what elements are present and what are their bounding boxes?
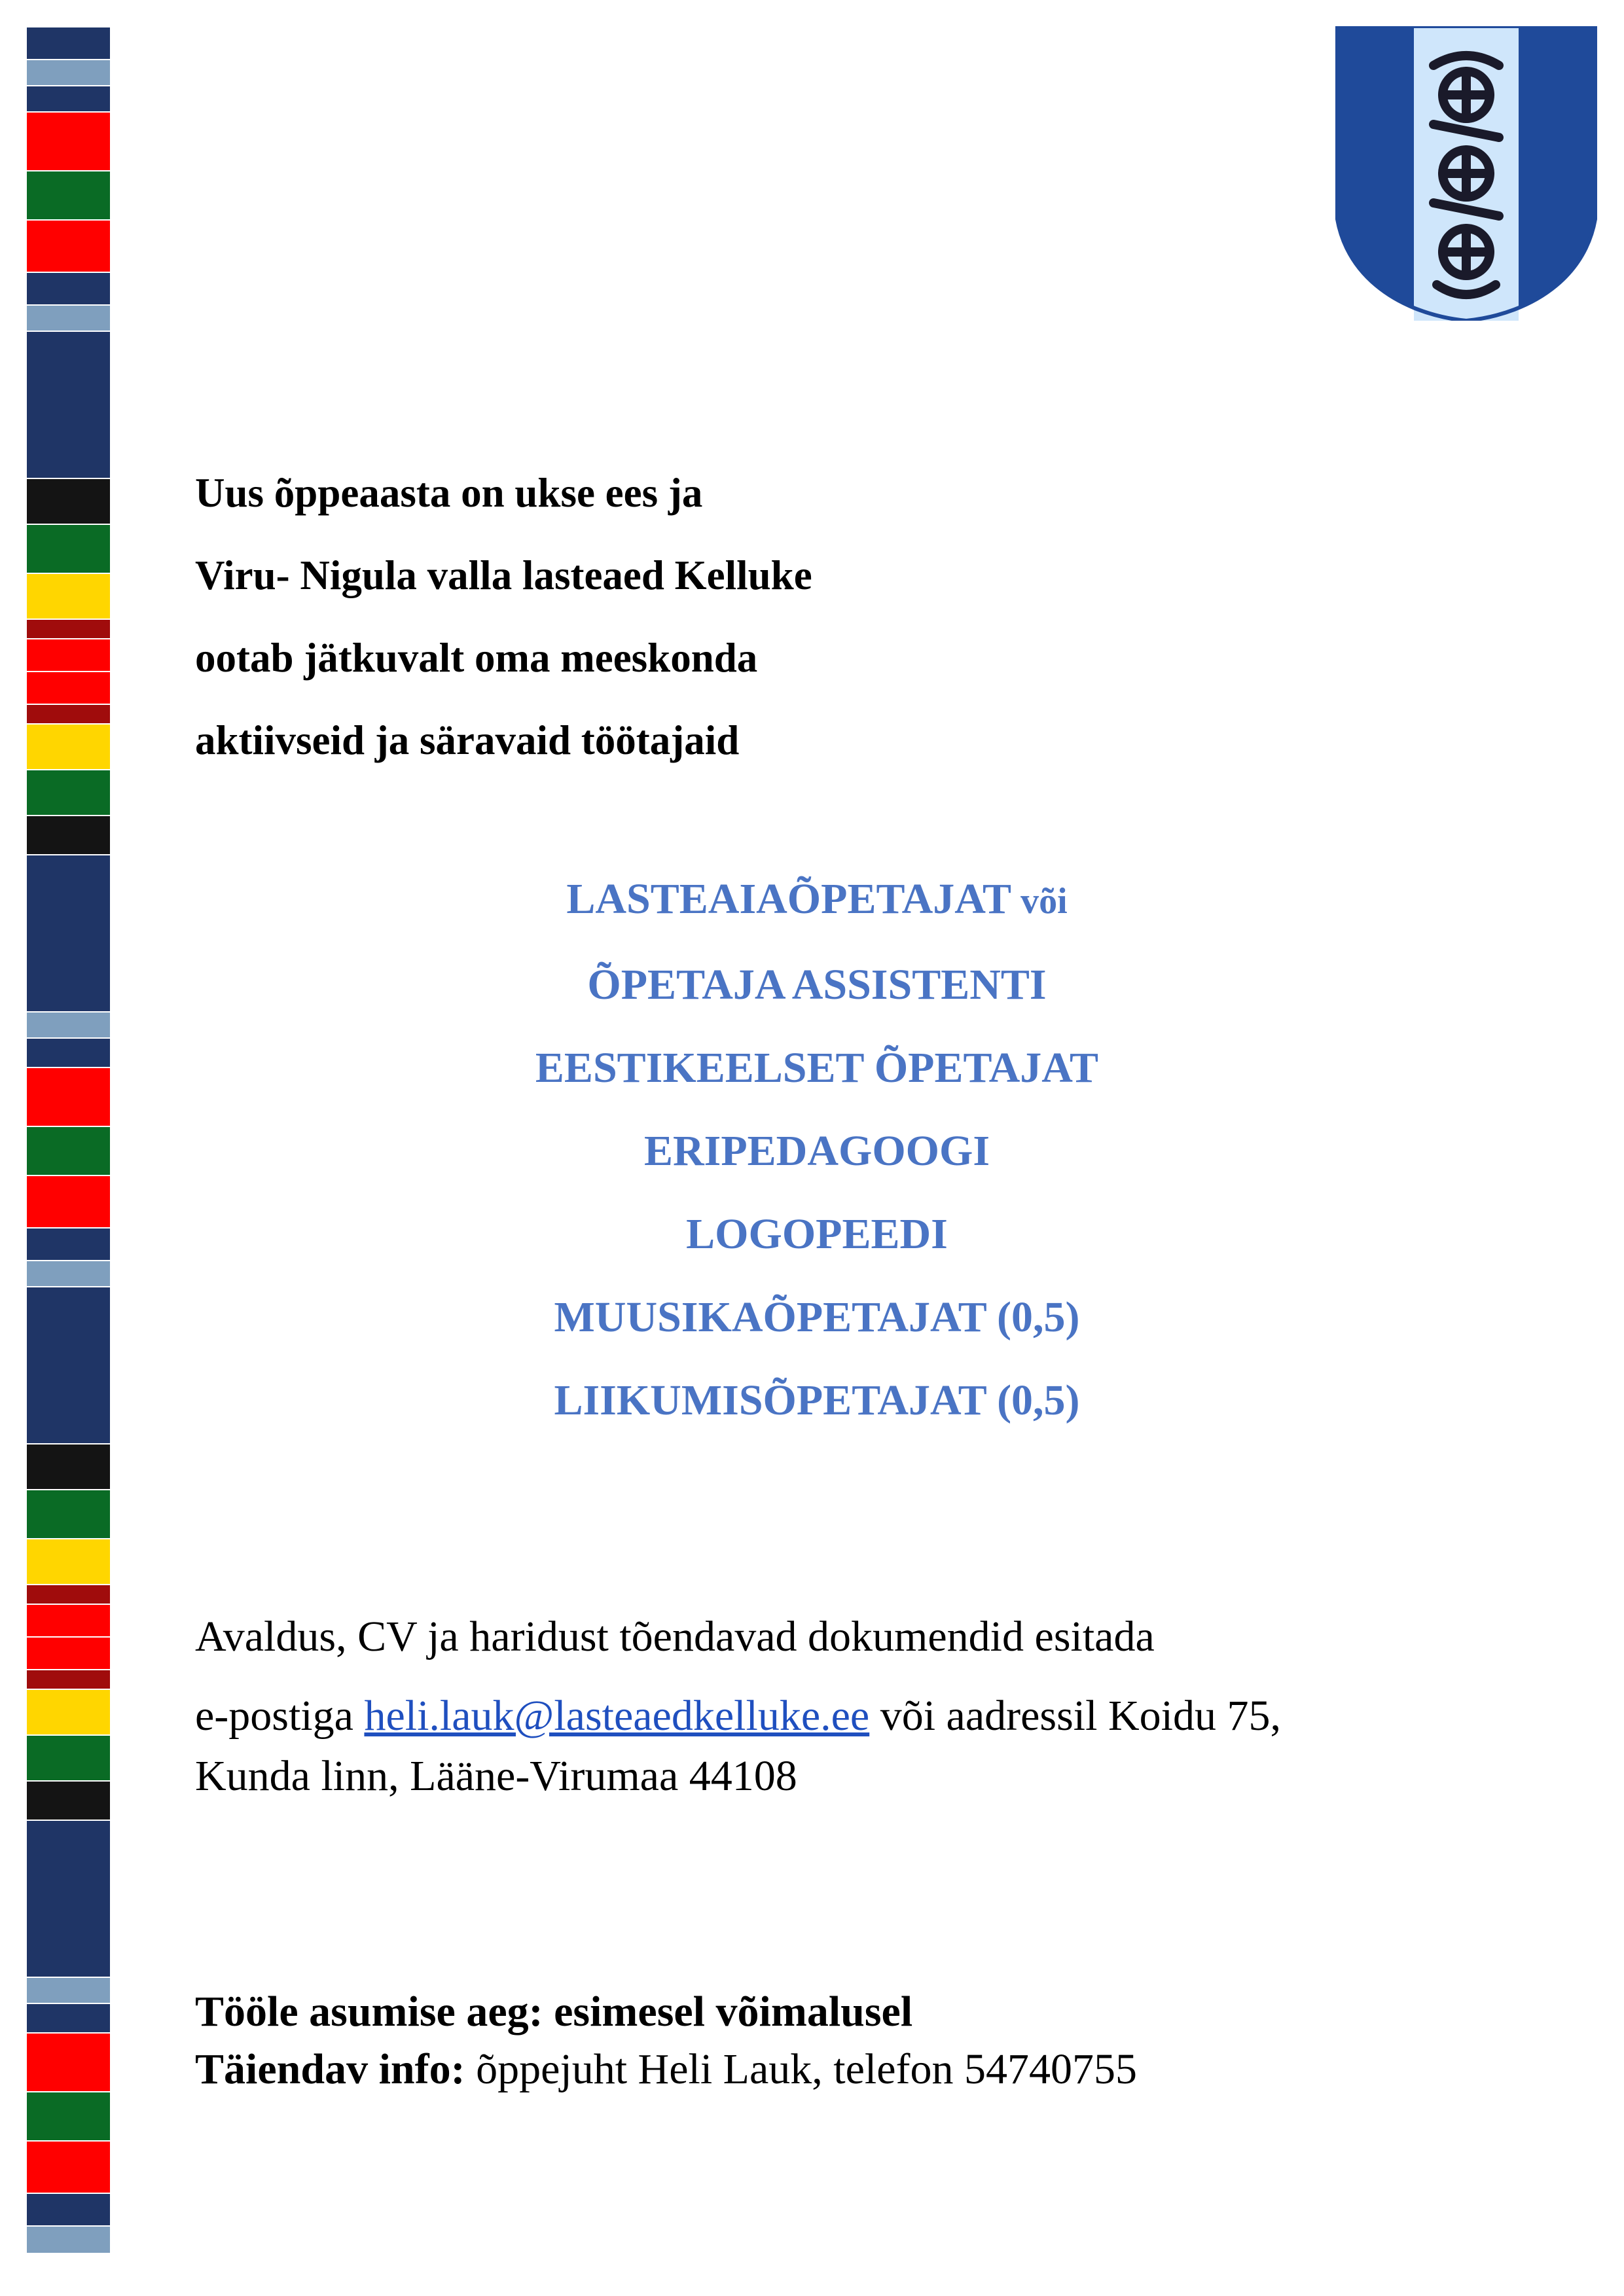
stripe-band — [27, 638, 110, 671]
position-3: EESTIKEELSET ÕPETAJAT — [535, 1044, 1099, 1092]
stripe-band — [27, 1126, 110, 1175]
stripe-band — [27, 1011, 110, 1037]
stripe-band — [27, 1489, 110, 1538]
stripe-band — [27, 1286, 110, 1443]
application-line-1: Avaldus, CV ja haridust tõendavad dokumendid esitada — [195, 1613, 1155, 1660]
stripe-band — [27, 723, 110, 769]
position-4: ERIPEDAGOOGI — [643, 1127, 990, 1175]
additional-info — [195, 2041, 1504, 2098]
email-prefix: e-postiga — [195, 1692, 365, 1740]
stripe-band — [27, 1734, 110, 1780]
stripe-band — [27, 1584, 110, 1604]
stripe-band — [27, 111, 110, 170]
stripe-band — [27, 85, 110, 111]
position-2: ÕPETAJA ASSISTENTI — [587, 961, 1047, 1009]
stripe-band — [27, 304, 110, 331]
application-line-2 — [195, 1686, 1504, 1746]
stripe-band — [27, 671, 110, 704]
stripe-band — [27, 59, 110, 85]
address-suffix: või aadressil Koidu 75, — [869, 1692, 1281, 1740]
stripe-band — [27, 573, 110, 619]
footer-info — [195, 1983, 1504, 2098]
stripe-band — [27, 1443, 110, 1489]
intro-text — [195, 452, 1439, 781]
stripe-band — [27, 1977, 110, 2003]
stripe-band — [27, 704, 110, 723]
stripe-band — [27, 1538, 110, 1584]
application-line-3: Kunda linn, Lääne-Virumaa 44108 — [195, 1752, 797, 1800]
stripe-band — [27, 1689, 110, 1734]
stripe-band — [27, 219, 110, 272]
coat-of-arms-logo — [1335, 26, 1597, 321]
stripe-band — [27, 1636, 110, 1669]
start-time-text: Tööle asumise aeg: esimesel võimalusel — [195, 1988, 913, 2036]
stripe-band — [27, 26, 110, 59]
decorative-stripe — [27, 26, 110, 2283]
intro-line-3: ootab jätkuvalt oma meeskonda — [195, 635, 758, 681]
intro-line-4: aktiivseid ja säravaid töötajaid — [195, 717, 740, 763]
position-1-title: LASTEAIAÕPETAJAT — [566, 875, 1012, 923]
stripe-band — [27, 331, 110, 478]
position-1 — [195, 857, 1439, 943]
position-7: LIIKUMISÕPETAJAT (0,5) — [554, 1376, 1080, 1424]
stripe-band — [27, 2140, 110, 2193]
stripe-band — [27, 524, 110, 573]
email-link[interactable]: heli.lauk@lasteaedkelluke.ee — [364, 1692, 870, 1740]
stripe-band — [27, 1780, 110, 1820]
stripe-band — [27, 1669, 110, 1689]
position-1-suffix: või — [1011, 881, 1068, 922]
stripe-band — [27, 272, 110, 304]
position-5: LOGOPEEDI — [686, 1210, 948, 1258]
additional-info-value: õppejuht Heli Lauk, telefon 54740755 — [465, 2045, 1138, 2093]
stripe-band — [27, 619, 110, 638]
stripe-band — [27, 2032, 110, 2091]
stripe-band — [27, 1260, 110, 1286]
intro-line-1: Uus õppeaasta on ukse ees ja — [195, 470, 703, 516]
intro-line-2: Viru- Nigula valla lasteaed Kelluke — [195, 552, 812, 598]
job-positions — [195, 857, 1439, 1442]
stripe-band — [27, 1604, 110, 1636]
position-6: MUUSIKAÕPETAJAT (0,5) — [554, 1293, 1080, 1341]
start-time — [195, 1983, 1504, 2041]
stripe-band — [27, 1820, 110, 1977]
stripe-band — [27, 854, 110, 1011]
stripe-band — [27, 478, 110, 524]
stripe-band — [27, 1067, 110, 1126]
additional-info-label: Täiendav info: — [195, 2045, 465, 2093]
stripe-band — [27, 2193, 110, 2225]
stripe-band — [27, 815, 110, 854]
stripe-band — [27, 1227, 110, 1260]
stripe-band — [27, 1175, 110, 1227]
stripe-band — [27, 2003, 110, 2032]
stripe-band — [27, 1037, 110, 1067]
application-info — [195, 1607, 1504, 1806]
stripe-band — [27, 2225, 110, 2253]
stripe-band — [27, 2091, 110, 2140]
stripe-band — [27, 170, 110, 219]
stripe-band — [27, 769, 110, 815]
